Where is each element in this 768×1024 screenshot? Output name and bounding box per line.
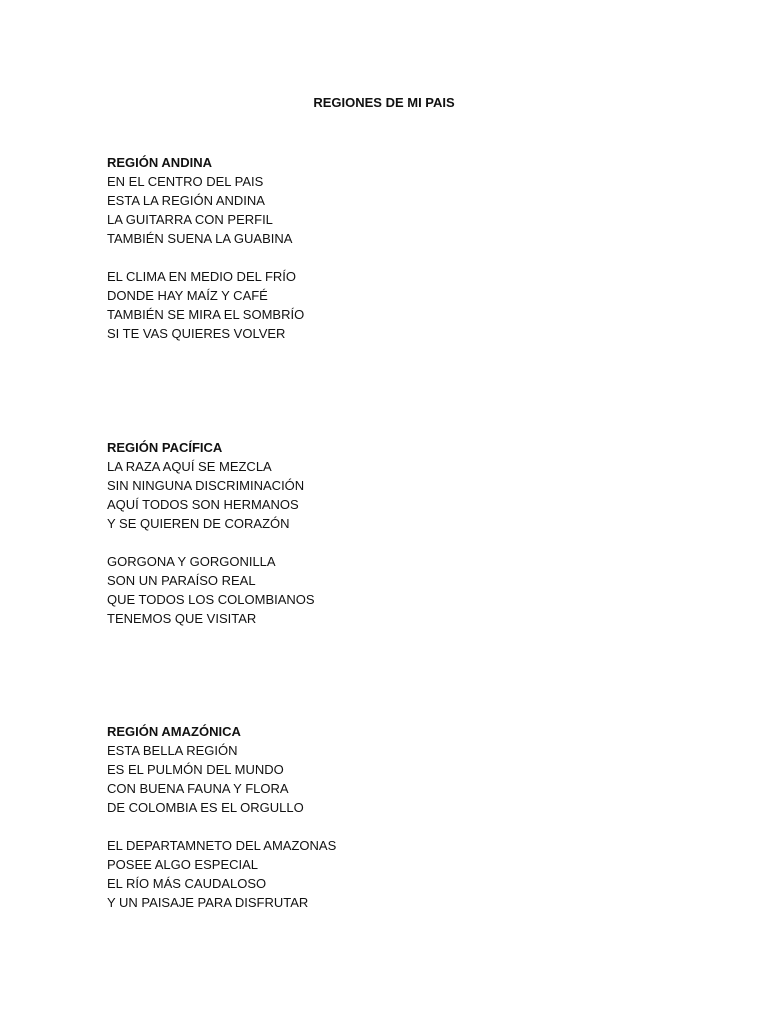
verse-line: ESTA LA REGIÓN ANDINA <box>107 193 265 208</box>
stanza <box>107 552 707 628</box>
verse-line: EL CLIMA EN MEDIO DEL FRÍO <box>107 269 297 284</box>
verse-line: Y SE QUIEREN DE CORAZÓN <box>107 516 290 531</box>
verse-line: EL RÍO MÁS CAUDALOSO <box>107 876 267 891</box>
document-title: REGIONES DE MI PAIS <box>313 95 455 110</box>
stanza <box>107 457 707 533</box>
verse-line: CON BUENA FAUNA Y FLORA <box>107 781 289 796</box>
verse-line: POSEE ALGO ESPECIAL <box>107 857 259 872</box>
section-heading: REGIÓN PACÍFICA <box>107 440 223 455</box>
verse-line: TAMBIÉN SUENA LA GUABINA <box>107 231 293 246</box>
verse-line: EN EL CENTRO DEL PAIS <box>107 174 264 189</box>
section-heading: REGIÓN ANDINA <box>107 155 212 170</box>
verse-line: DE COLOMBIA ES EL ORGULLO <box>107 800 304 815</box>
section-region-andina <box>107 153 707 362</box>
verse-line: SI TE VAS QUIERES VOLVER <box>107 326 286 341</box>
verse-line: SON UN PARAÍSO REAL <box>107 573 256 588</box>
verse-line: Y UN PAISAJE PARA DISFRUTAR <box>107 895 309 910</box>
stanza <box>107 172 707 248</box>
verse-line: EL DEPARTAMNETO DEL AMAZONAS <box>107 838 337 853</box>
stanza <box>107 741 707 817</box>
section-region-pacifica <box>107 438 707 647</box>
stanza <box>107 836 707 912</box>
verse-line: TENEMOS QUE VISITAR <box>107 611 257 626</box>
verse-line: DONDE HAY MAÍZ Y CAFÉ <box>107 288 268 303</box>
stanza <box>107 267 707 343</box>
section-region-amazonica <box>107 722 707 931</box>
verse-line: QUE TODOS LOS COLOMBIANOS <box>107 592 315 607</box>
verse-line: LA RAZA AQUÍ SE MEZCLA <box>107 459 272 474</box>
verse-line: SIN NINGUNA DISCRIMINACIÓN <box>107 478 305 493</box>
verse-line: AQUÍ TODOS SON HERMANOS <box>107 497 299 512</box>
section-heading: REGIÓN AMAZÓNICA <box>107 724 241 739</box>
verse-line: TAMBIÉN SE MIRA EL SOMBRÍO <box>107 307 305 322</box>
verse-line: ES EL PULMÓN DEL MUNDO <box>107 762 284 777</box>
verse-line: GORGONA Y GORGONILLA <box>107 554 276 569</box>
verse-line: ESTA BELLA REGIÓN <box>107 743 238 758</box>
verse-line: LA GUITARRA CON PERFIL <box>107 212 273 227</box>
